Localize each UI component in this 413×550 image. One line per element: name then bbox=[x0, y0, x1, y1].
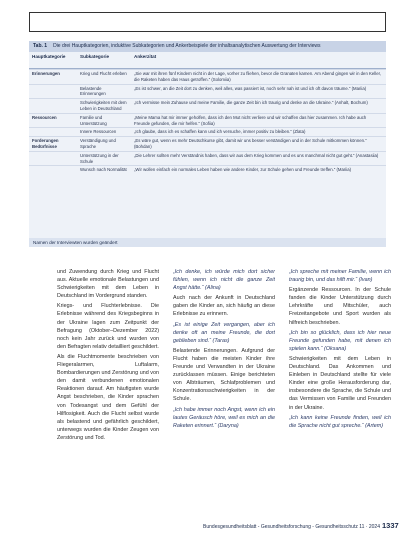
table-cell-quote: „Es wäre gut, wenn es mehr Deutschkurse gibt, damit wir uns besser verständigen und in der Schule mitkommen können.“ (Bohdan) bbox=[134, 138, 367, 149]
table-cell-main: Erinnerungen bbox=[32, 71, 60, 76]
table-header-row bbox=[29, 52, 386, 69]
table-cell-sub: Wunsch nach Normalität bbox=[80, 167, 127, 173]
table-row bbox=[29, 136, 386, 151]
table-cell-main bbox=[29, 85, 77, 99]
quote: „Ich habe immer noch Angst, wenn ich ein lautes Geräusch höre, weil es mich an die Raketen erinnert.“ (Daryna) bbox=[173, 406, 275, 429]
table-row bbox=[29, 127, 386, 136]
table-caption bbox=[29, 41, 386, 52]
table-cell-sub: Innere Ressourcen bbox=[80, 129, 117, 135]
text-column-3 bbox=[289, 268, 391, 518]
table-row bbox=[29, 84, 386, 99]
table-header-quote: Ankerzitat bbox=[134, 54, 157, 59]
table-cell-quote: „Ich vermisse mein Zuhause und meine Familie, die ganze Zeit bin ich traurig und denke an die Ukraine.“ (Anhalt, Bochum) bbox=[134, 100, 368, 106]
table-cell-main bbox=[29, 99, 77, 113]
text-column-2 bbox=[173, 268, 275, 518]
paragraph: Schwierigkeiten mit dem Leben in Deutschland. Das Ankommen und Einleben in Deutschland stellte für viele Kinder eine große Herausforderung dar, insbesondere die Sprache, die Schule und das Vermissen von Familie und Freunden in der Ukraine. bbox=[289, 355, 391, 411]
paragraph: Kriegs- und Fluchterlebnisse. Die Erlebnisse während des Kriegsbeginns in der Ukraine lagen zum Zeitpunkt der Befragung (Oktober–Dezember 2022) noch kein Jahr zurück und wurden von den Befragten relativ detailliert geschildert. bbox=[57, 303, 159, 350]
paragraph: Auch nach der Ankunft in Deutschland gaben die Kinder an, sich häufig an diese Erlebnisse zu erinnern. bbox=[173, 295, 275, 318]
table-cell-main: Ressourcen bbox=[32, 114, 57, 120]
table-row bbox=[29, 151, 386, 166]
table-header-main: Hauptkategorie bbox=[32, 54, 66, 59]
table-cell-sub: Belastende Erinnerungen bbox=[80, 85, 106, 97]
table-cell-sub: Krieg und Flucht erleben bbox=[80, 71, 127, 76]
table-row bbox=[29, 69, 386, 84]
header-box bbox=[29, 12, 386, 32]
quote: „Ich denke, ich würde mich dort sicher fühlen, wenn ich nicht die ganze Zeit Angst hätte.“ (Alina) bbox=[173, 269, 275, 292]
table-cell-sub: Schwierigkeiten mit dem Leben in Deutschland bbox=[80, 100, 127, 111]
paragraph: Belastende Erinnerungen. Aufgrund der Flucht haben die meisten Kinder ihre Freunde und Verwandten in der Ukraine zurücklassen müssen. Einige berichteten von Albträumen, Schlafproblemen und Konzentrationsschwierigkeiten in der Schule. bbox=[173, 347, 275, 403]
table-row bbox=[29, 98, 386, 113]
table-row bbox=[29, 113, 386, 128]
table-cell-main bbox=[29, 166, 77, 174]
table-cell-sub: Unterstützung in der Schule bbox=[80, 152, 119, 164]
table-cell-main: Forderungen Bedürfnisse bbox=[32, 138, 59, 149]
quote: „Es ist einige Zeit vergangen, aber ich denke oft an meine Freunde, die dort geblieben sind.“ (Taras) bbox=[173, 321, 275, 344]
table-cell-quote: „Es ist schwer, an die Zeit dort zu denken, weil alles, was passiert ist, noch sehr nah ist und ich oft davon träume.“ (Mariia) bbox=[134, 85, 367, 91]
page-number: 1337 bbox=[382, 521, 399, 530]
journal-footer: Bundesgesundheitsblatt - Gesundheitsforschung - Gesundheitsschutz 11 · 2024 bbox=[203, 524, 380, 530]
table-cell-sub: Familie und Unterstützung bbox=[80, 114, 107, 126]
table-cell-quote: „Ich glaube, dass ich es schaffen kann und ich versuche, immer positiv zu bleiben.“ (Zlata) bbox=[134, 129, 306, 135]
table-cell-main bbox=[29, 128, 77, 136]
quote: „Ich spreche mit meiner Familie, wenn ich traurig bin, und das hilft mir.“ (Ivan) bbox=[289, 269, 391, 284]
table-caption-text: Die drei Hauptkategorien, induktive Subkategorien und Ankerbeispiele der inhaltsanalytischen Auswertung der Interviews bbox=[53, 43, 321, 49]
quote: „Ich bin so glücklich, dass ich hier neue Freunde gefunden habe, mit denen ich spielen kann.“ (Oksana) bbox=[289, 329, 391, 352]
table-body bbox=[29, 69, 386, 174]
table-cell-quote: „Die Lehrer sollten mehr Verständnis haben, dass wir aus dem Krieg kommen und es uns manchmal nicht gut geht.“ (Anastasiia) bbox=[134, 152, 379, 158]
paragraph: und Zuwendung durch Krieg und Flucht aus. Aktuelle emotionale Belastungen und Schwierigkeiten mit dem Leben in Deutschland im Vordergrund standen. bbox=[57, 269, 159, 300]
table-cell-quote: „Sie war mit ihren fünf Kindern nicht in der Lage, vorher zu fliehen, bevor die Granaten kamen. Am Abend gingen wir in den Keller, die Raketen haben das Haus getroffen.“ (Solomiia) bbox=[134, 71, 381, 82]
table-header-sub: Subkategorie bbox=[80, 54, 110, 59]
quote: „Ich kann keine Freunde finden, weil ich die Sprache nicht gut spreche.“ (Artem) bbox=[289, 414, 391, 429]
table-row bbox=[29, 165, 386, 174]
results-table bbox=[29, 41, 386, 247]
text-column-1 bbox=[57, 268, 159, 518]
table-footnote: Namen der Interviewten wurden geändert bbox=[29, 238, 386, 247]
paragraph: Ergänzende Ressourcen. In der Schule fanden die Kinder Unterstützung durch Lehrkräfte und Mitschüler, auch Freizeitangebote und Sport wurden als hilfreich beschrieben. bbox=[289, 287, 391, 326]
table-cell-quote: „Wir wollen einfach ein normales Leben haben wie andere Kinder, zur Schule gehen und Freunde treffen.“ (Mariia) bbox=[134, 167, 352, 173]
table-cell-quote: „Meine Mama hat mir immer geholfen, dass ich den Mut nicht verliere und wir schaffen das hier zusammen. Ich habe auch Freunde gefunden, die mir helfen.“ (Sofiia) bbox=[134, 114, 367, 126]
paragraph: Als die Fluchtmomente beschrieben von Fliegeralarmen, Luftalarm, Bombardierungen und Zerstörung und von den damit verbundenen emotionalen Reaktionen darauf. Am häufigsten wurde Angst beschrieben, die Kinder sprachen von Todesangst und dem Gefühl der Hilflosigkeit. Auch die Flucht selbst wurde als belastend und gefährlich geschildert, unterwegs wurden die Kinder Zeugen von Zerstörung und Tod. bbox=[57, 353, 159, 441]
table-caption-label: Tab. 1 bbox=[33, 43, 48, 49]
table-cell-sub: Verständigung und Sprache bbox=[80, 138, 116, 149]
table-cell-main bbox=[29, 152, 77, 166]
